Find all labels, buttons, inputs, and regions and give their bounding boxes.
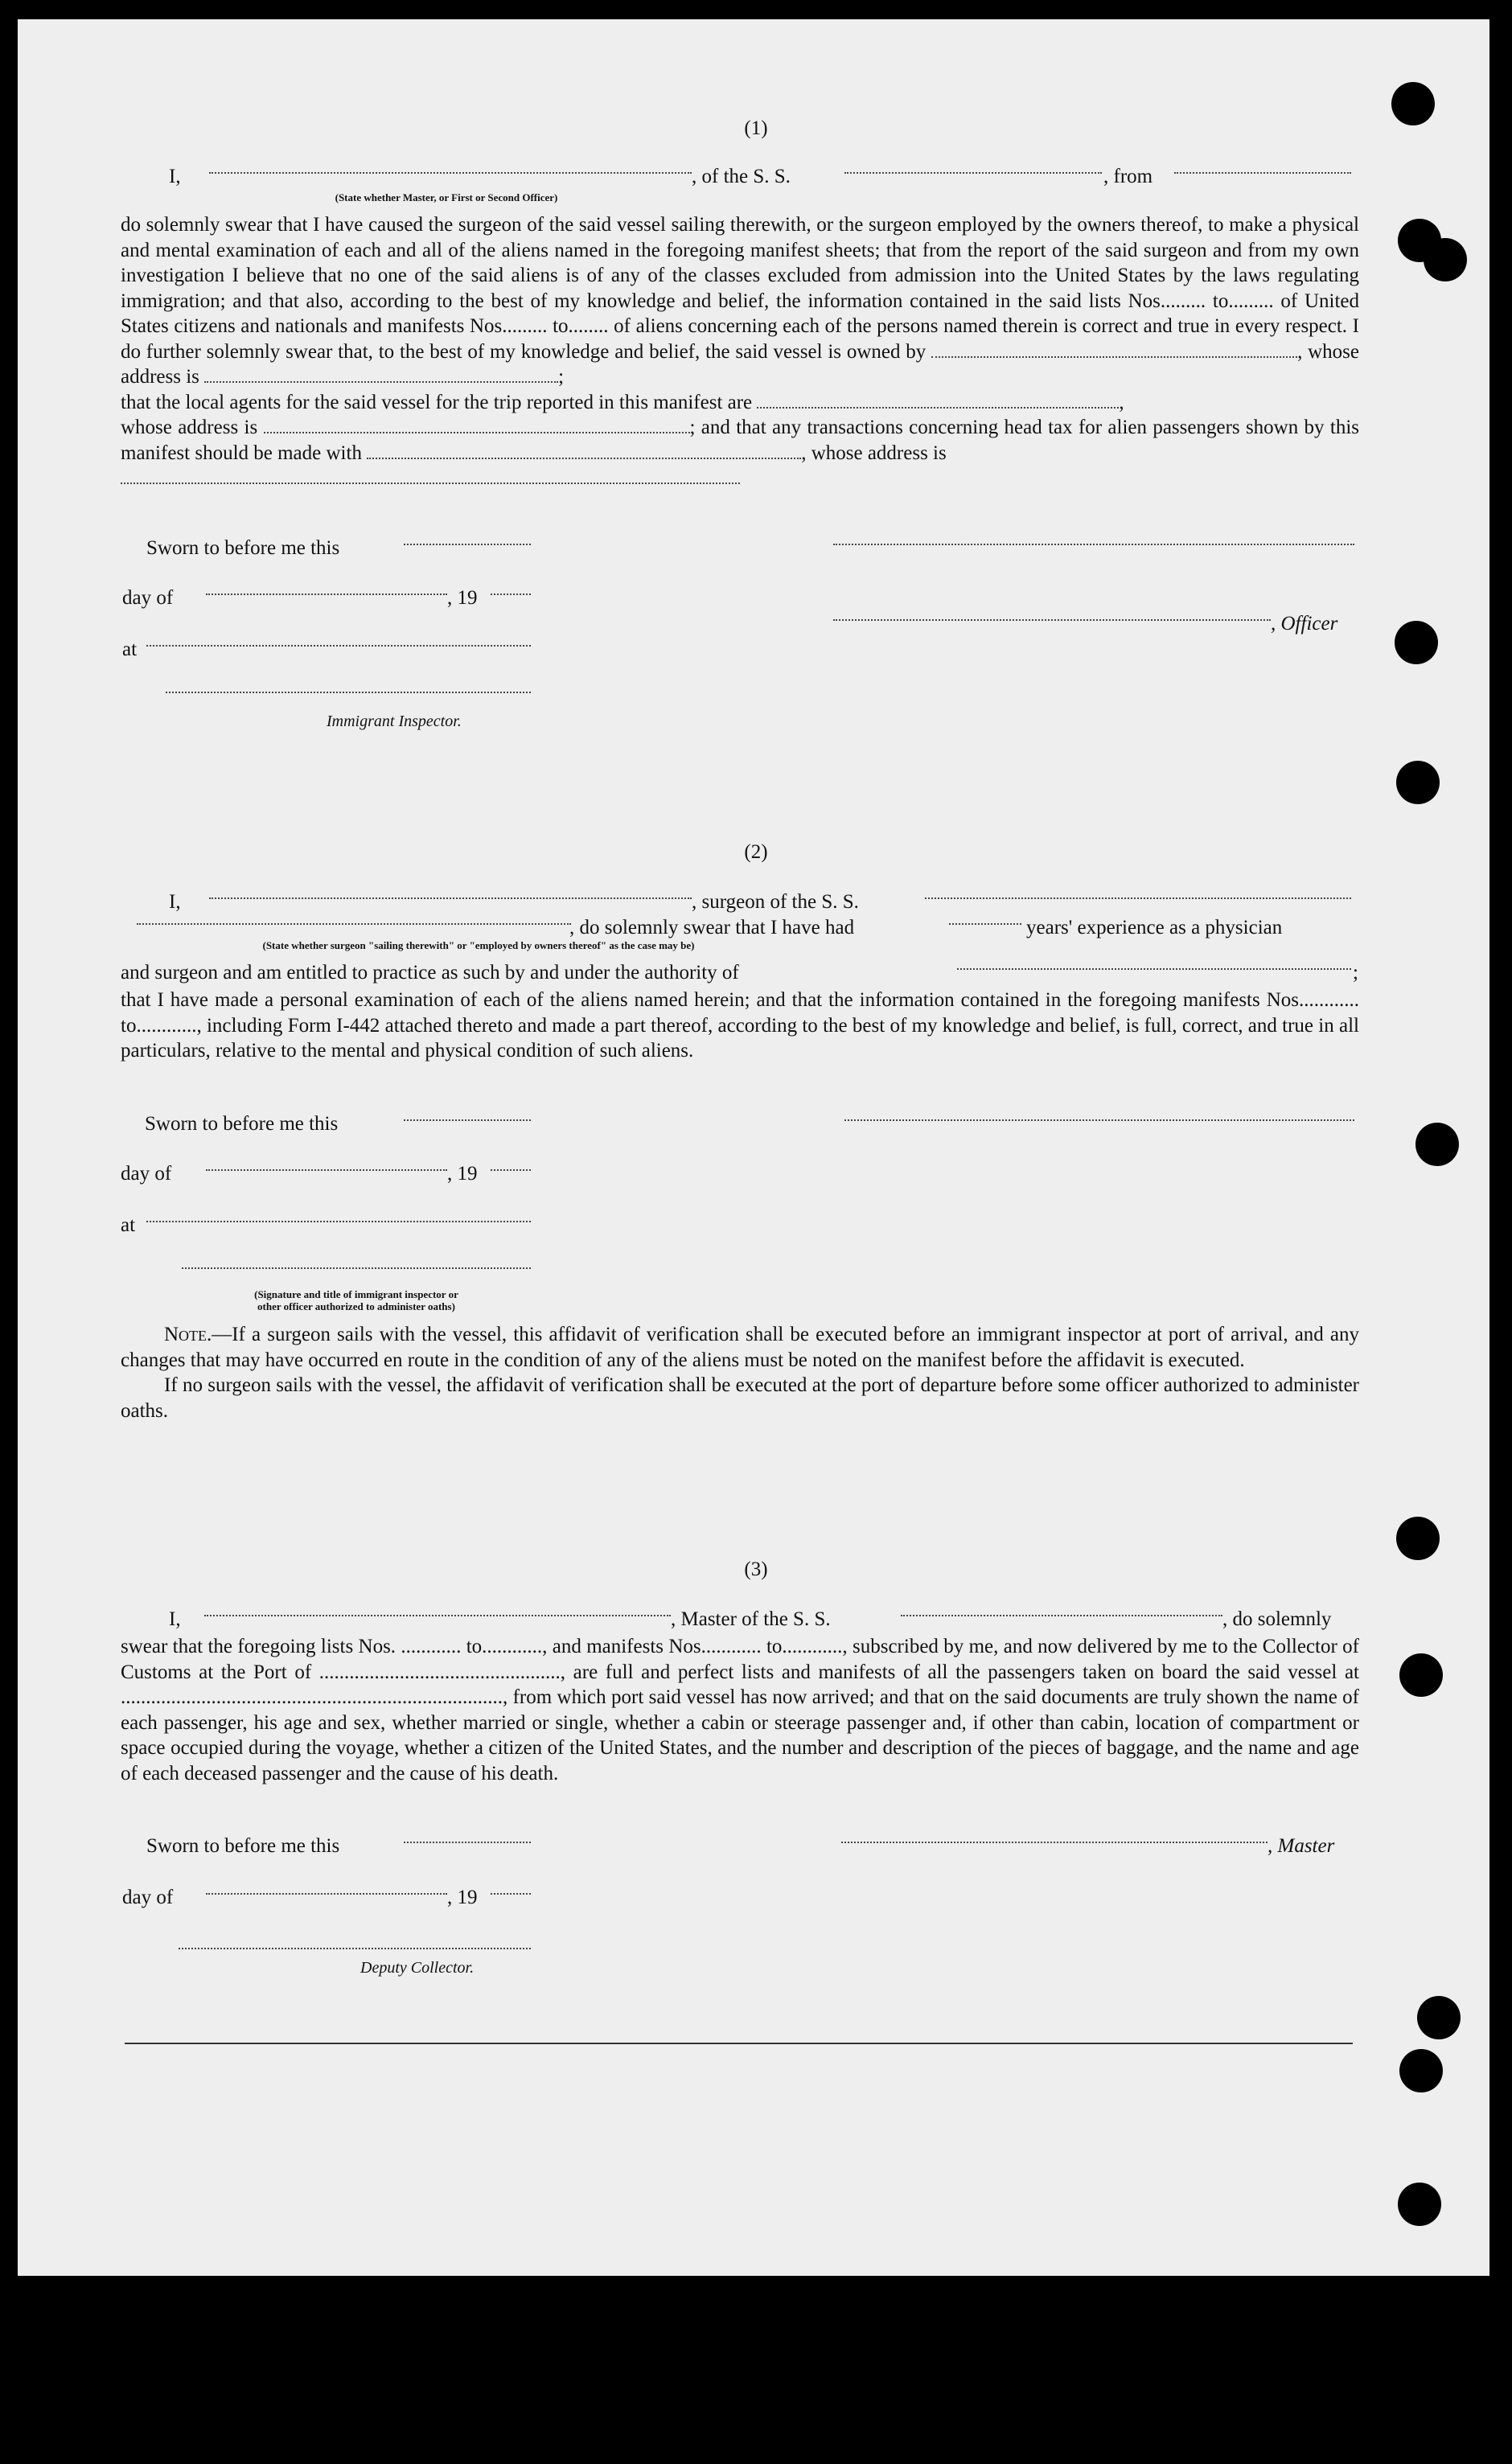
s3-name-blank: [204, 1615, 671, 1616]
s1-caption: (State whether Master, or First or Second Officer): [335, 191, 558, 203]
s3-paragraph: [121, 1634, 1359, 1786]
punch-hole: [1399, 1653, 1443, 1697]
s1-officer-line: [833, 619, 1271, 621]
s3-19: , 19: [447, 1887, 478, 1908]
s1-day-of: day of: [122, 587, 174, 609]
s2-i: I,: [169, 891, 181, 913]
s2-years: years' experience as a physician: [1026, 917, 1283, 938]
s2-note-text: —If a surgeon sails with the vessel, this affidavit of verification shall be executed before an immigrant inspector at port of arrival, and any changes that may have occurred en route in the condition of any of the aliens must be noted on the manifest before the affidavit is executed.: [121, 1324, 1359, 1371]
s2-at-blank: [146, 1221, 531, 1222]
s2-role-blank: [137, 923, 571, 925]
punch-hole: [1396, 1517, 1440, 1560]
s2-para-text: that I have made a personal examination of each of the aliens named herein; and that the information contained in the foregoing manifests Nos............ to............, including Form I-442 attached thereto and made a part thereof, according to the best of my knowledge and belief, is full, correct, and true in all particulars, relative to the mental and physical condition of such aliens.: [121, 989, 1359, 1062]
s2-years-blank: [949, 923, 1021, 925]
s2-sworn: Sworn to before me this: [145, 1113, 339, 1135]
s3-day-blank: [206, 1893, 447, 1895]
s3-year-blank: [491, 1893, 531, 1895]
s2-authority-blank: [957, 968, 1351, 970]
s3-day-of: day of: [122, 1887, 174, 1908]
punch-hole: [1395, 621, 1438, 664]
s1-at-blank: [146, 645, 531, 647]
s3-do-solemnly: , do solemnly: [1222, 1608, 1332, 1630]
s2-note2-text: If no surgeon sails with the vessel, the affidavit of verification shall be executed at the port of departure before some officer authorized to administer oaths.: [121, 1374, 1359, 1422]
punch-hole: [1415, 1123, 1459, 1166]
s3-master-label: , Master: [1268, 1835, 1335, 1857]
s2-at: at: [121, 1214, 136, 1236]
s2-note: [121, 1322, 1359, 1423]
punch-hole: [1398, 2183, 1441, 2226]
s3-master-signature: [841, 1842, 1268, 1843]
s1-day-blank: [206, 593, 447, 595]
s2-caption2-line2: other officer authorized to administer oaths): [257, 1300, 455, 1312]
s2-19: , 19: [447, 1163, 478, 1185]
s1-from: , from: [1103, 166, 1153, 187]
bottom-rule: [125, 2043, 1353, 2044]
s3-para-text: swear that the foregoing lists Nos. ............ to............, and manifests Nos............ to............, subscribed by me, and now delivered by me to the Collector of Customs at the Port of ................................................, are full and perfect lists and manifests of all the passengers taken on board the said vessel at ............................................................................, from which port said vessel has now arrived; and that on the said documents are truly shown the name of each passenger, his age and sex, whether married or single, whether a cabin or steerage passenger and, if other than cabin, location of compartment or space occupied during the voyage, whether a citizen of the United States, and the number and description of the pieces of baggage, and the name and age of each deceased passenger and the cause of his death.: [121, 1636, 1359, 1784]
s1-inspector-caption: Immigrant Inspector.: [327, 713, 462, 730]
s2-name-blank: [209, 897, 692, 899]
s1-officer-signature: [833, 544, 1354, 545]
s1-local-agents: that the local agents for the said vessel for the trip reported in this manifest are: [121, 391, 753, 413]
s2-year-blank: [491, 1169, 531, 1171]
s2-surgeon-of: , surgeon of the S. S.: [692, 891, 859, 913]
s1-sworn-blank: [404, 544, 531, 545]
s1-at: at: [122, 639, 138, 660]
section-3-number: (3): [744, 1558, 768, 1580]
s2-inspector-line: [182, 1267, 531, 1269]
s3-sworn: Sworn to before me this: [146, 1835, 340, 1857]
s2-caption: (State whether surgeon "sailing therewith" or "employed by owners thereof" as the case may be): [262, 939, 695, 951]
s3-master-of: , Master of the S. S.: [671, 1608, 831, 1630]
s1-ship-blank: [844, 172, 1102, 174]
punch-hole: [1424, 238, 1467, 281]
s3-collector-line: [179, 1948, 531, 1949]
s2-day-of: day of: [121, 1163, 172, 1185]
s1-paragraph: do solemnly swear that I have caused the surgeon of the said vessel sailing therewith, or the surgeon employed by the owners thereof, to make a physical and mental examination of each and all of the aliens named in the foregoing manifest sheets; that from the report of the said surgeon and from my own investigation I believe that no one of the said aliens is of any of the classes excluded from admission into the United States by the laws regulating immigration; and that also, according to the best of my knowledge and belief, the information contained in the said lists Nos......... to......... of United States citizens and nationals and manifests Nos......... to........ of aliens concerning each of the persons named therein is correct and true in every respect. I do further solemnly swear that, to the best of my knowledge and belief, the said vessel is owned by , whose address is ; that the local agents for the said vessel for the trip reported in this manifest are , whose address is ; and that any transactions concerning head tax for alien passengers shown by this manifest should be made with , whose address is: [121, 212, 1359, 491]
s1-from-blank: [1174, 172, 1351, 174]
s1-sworn: Sworn to before me this: [146, 537, 340, 559]
s2-surgeon-signature: [844, 1119, 1354, 1121]
s2-paragraph: [121, 988, 1359, 1064]
s2-caption2-line1: (Signature and title of immigrant inspector or: [254, 1288, 458, 1300]
s2-authority: and surgeon and am entitled to practice as such by and under the authority of: [121, 962, 739, 984]
s3-i: I,: [169, 1608, 181, 1630]
s1-head-tax: ; and that any transactions concerning head tax for alien passengers shown by this manifest should be made with: [121, 417, 1359, 464]
s1-para-text: do solemnly swear that I have caused the surgeon of the said vessel sailing therewith, or the surgeon employed by the owners thereof, to make a physical and mental examination of each and all of the aliens named in the foregoing manifest sheets; that from the report of the said surgeon and from my own investigation I believe that no one of the said aliens is of any of the classes excluded from admission into the United States by the laws regulating immigration; and that also, according to the best of my knowledge and belief, the information contained in the said lists Nos......... to......... of United States citizens and nationals and manifests Nos......... to........ of aliens concerning each of the persons named therein is correct and true in every respect. I do further solemnly swear that, to the best of my knowledge and belief, the said vessel is owned by: [121, 214, 1359, 363]
s1-inspector-line: [166, 692, 531, 693]
s1-i: I,: [169, 166, 181, 187]
s1-officer-blank: [209, 172, 692, 174]
s1-whose-address: , whose address is: [121, 340, 1359, 388]
s2-solemnly: , do solemnly swear that I have had: [569, 917, 855, 938]
s3-ship-blank: [901, 1615, 1222, 1616]
s2-semicolon: ;: [1353, 962, 1358, 984]
section-2-number: (2): [744, 841, 768, 863]
s1-officer-label: , Officer: [1271, 613, 1338, 634]
punch-hole: [1417, 1996, 1461, 2039]
s1-whose-address-is: , whose address is: [801, 441, 947, 464]
s2-note-label: Note.: [164, 1324, 212, 1345]
section-1-number: (1): [744, 117, 768, 139]
s1-19: , 19: [447, 587, 478, 609]
punch-hole: [1399, 2049, 1443, 2092]
s1-year-blank: [491, 593, 531, 595]
s2-ship-blank: [925, 897, 1351, 899]
s1-whose-address-2: whose address is: [121, 417, 258, 438]
punch-hole: [1396, 761, 1440, 804]
s2-sworn-blank: [404, 1119, 531, 1121]
s3-sworn-blank: [404, 1842, 531, 1843]
s2-day-blank: [206, 1169, 447, 1171]
s1-of-ss: , of the S. S.: [692, 166, 791, 187]
s3-deputy-caption: Deputy Collector.: [360, 1959, 475, 1977]
